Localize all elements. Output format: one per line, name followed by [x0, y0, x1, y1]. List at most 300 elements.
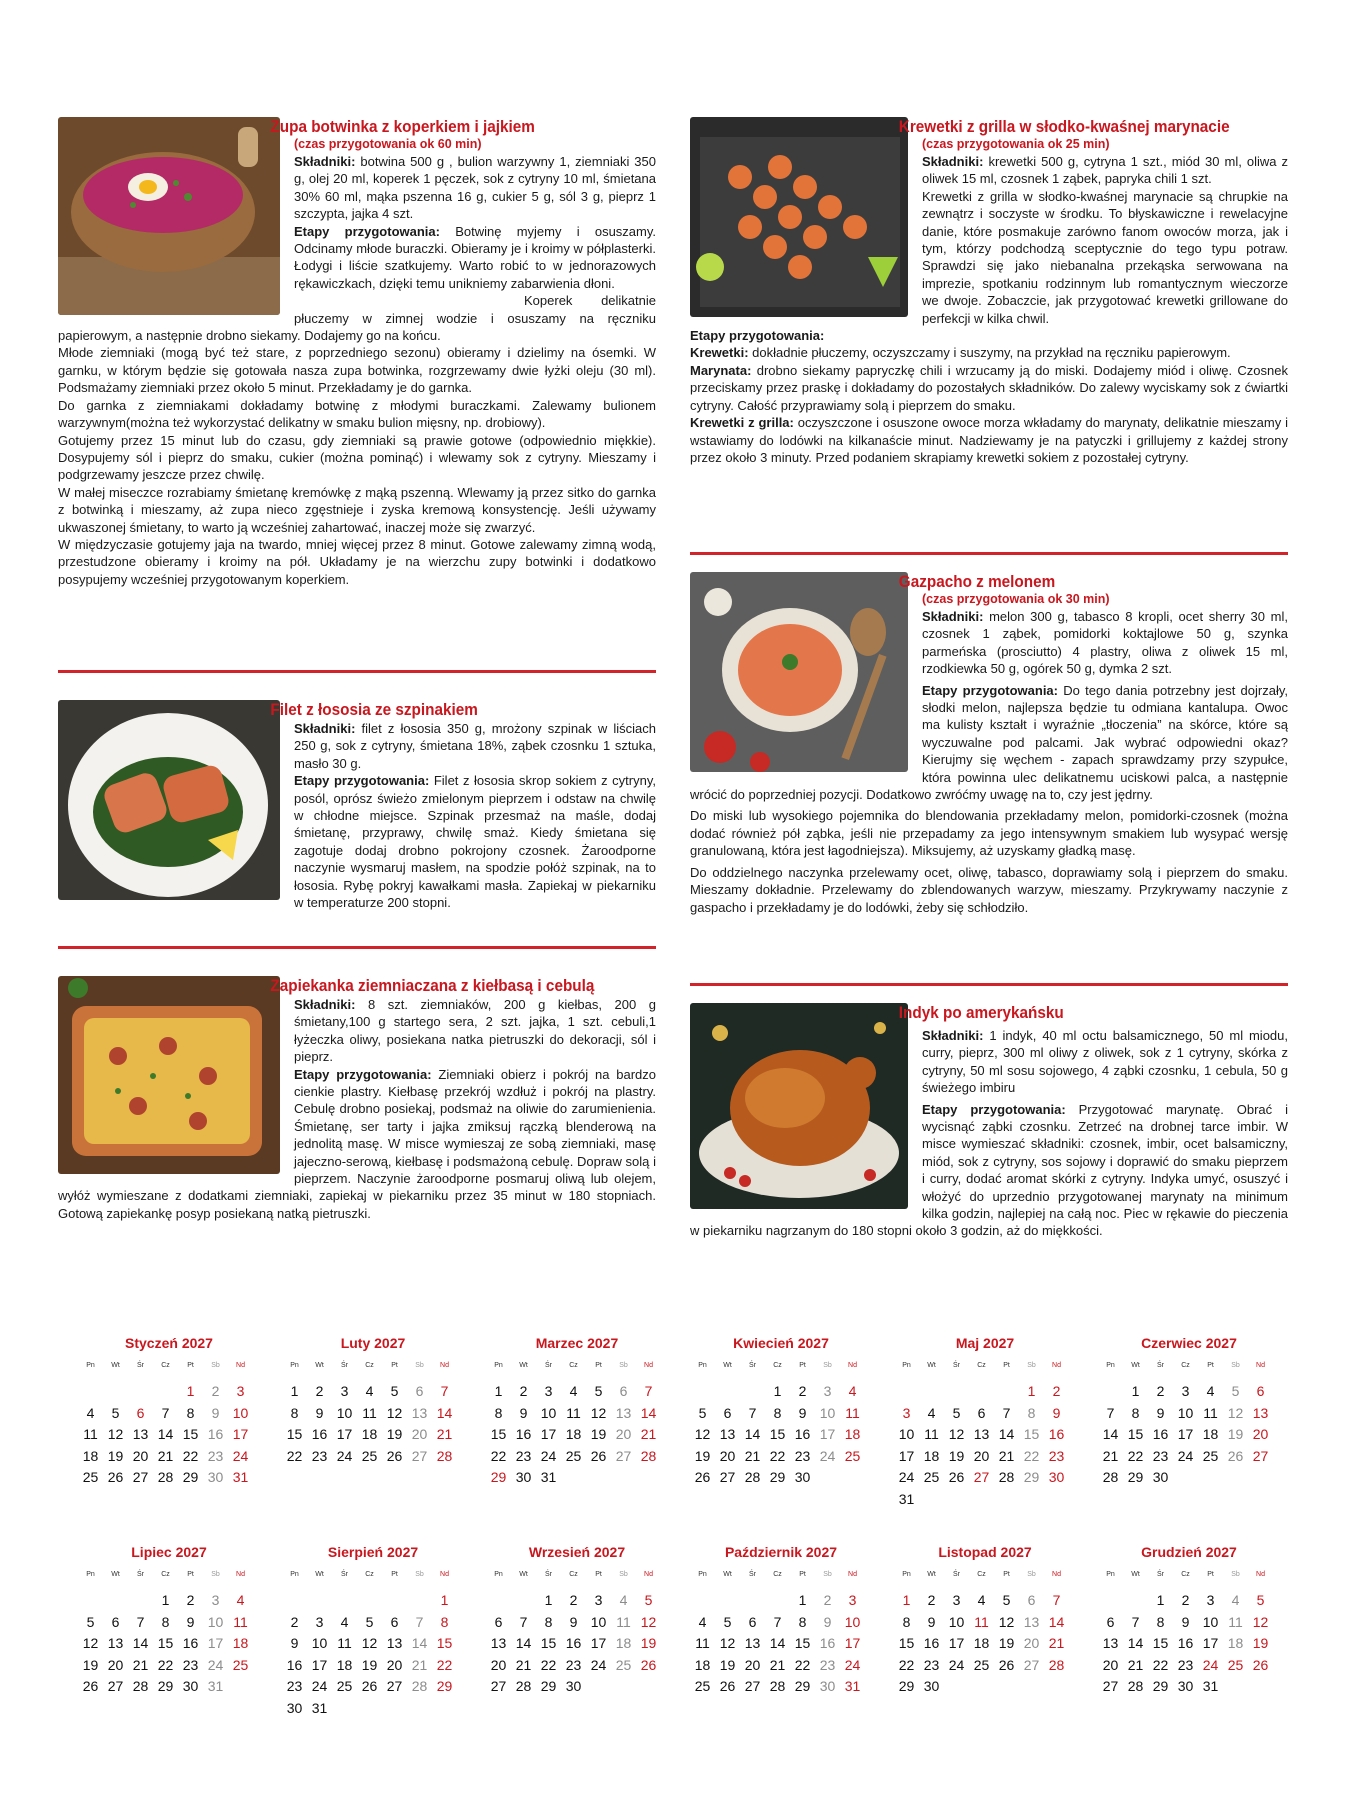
photo-botwinka	[58, 117, 280, 315]
day-cell: 23	[794, 1447, 811, 1464]
empty-cell	[78, 1381, 103, 1403]
empty-cell	[690, 1590, 715, 1612]
photo-losos	[58, 700, 280, 900]
month-calendar	[478, 1333, 676, 1489]
day-cell: 10	[540, 1404, 557, 1421]
weekday-header: Śr	[749, 1571, 756, 1578]
day-cell: 13	[615, 1404, 632, 1421]
day-cell: 16	[819, 1635, 836, 1651]
month-calendar	[478, 1542, 676, 1698]
day-cell: 8	[494, 1404, 503, 1421]
day-cell: 25	[361, 1447, 378, 1464]
day-cell: 4	[698, 1613, 707, 1630]
day-cell: 7	[773, 1613, 782, 1630]
day-cell: 20	[744, 1656, 761, 1673]
day-cell: 25	[336, 1678, 353, 1694]
steps-text: Botwinę myjemy i osuszamy. Odcinamy młode buraczki. Obieramy je i kroimy w półplasterki. Łodygi i liście szatkujemy. Warto robić to w jednorazowych rękawiczkach, dzięki temu unikniemy zabarwienia dłoni.	[294, 223, 656, 291]
weekday-header: Wt	[111, 1362, 120, 1369]
day-cell: 29	[182, 1469, 199, 1485]
day-cell: 19	[998, 1635, 1015, 1651]
day-grid	[690, 1359, 880, 1489]
day-cell: 17	[1202, 1635, 1219, 1651]
empty-cell	[153, 1381, 178, 1403]
day-cell: 10	[1202, 1613, 1219, 1630]
day-cell: 15	[436, 1635, 453, 1651]
day-cell: 27	[1252, 1447, 1269, 1464]
day-cell: 22	[182, 1447, 199, 1464]
day-cell: 1	[1027, 1383, 1036, 1399]
paragraph: Do garnka z ziemniakami dokładamy botwinę z młodymi buraczkami. Zalewamy bulionem warzywnym(można też wykorzystać delikatny w smaku bulion mięsny, np. drobiowy).	[58, 397, 656, 431]
steps-text: Do tego dania potrzebny jest dojrzały, słodki melon, najlepsza będzie tu odmiana kantalupa. Owoc ma kulisty kształt i wyraźnie „tłoczenia” na skórce, które są wyczuwalne pod palcami. Jak wybrać odpowiedni okaz? Kierujmy się węchem - zapach sprawdzamy przy szypułce, która powinna ulec delikatnemu uciskowi palca, a następnie wrócić do poprzedniej pozycji. Dodatkowo zwróćmy uwagę na to, czy jest jędrny.	[690, 682, 1288, 803]
weekday-header: Cz	[773, 1362, 782, 1369]
recipe-krewetki	[690, 117, 1288, 466]
day-cell: 1	[902, 1592, 911, 1608]
day-cell: 9	[519, 1404, 528, 1421]
day-cell: 30	[819, 1678, 836, 1694]
day-cell: 13	[719, 1426, 736, 1442]
empty-cell	[765, 1590, 790, 1612]
day-cell: 6	[390, 1613, 399, 1630]
paragraph: W międzyczasie gotujemy jaja na twardo, mniej więcej przez 8 minut. Gotowe zalewamy zimną wodą, przestudzone obieramy i kroimy na pół. Układamy je na wierzchu zupy botwinki i dodatkowo posypujemy wcześniej przygotowanym koperkiem.	[58, 536, 656, 587]
weekday-header: Pt	[1003, 1362, 1010, 1369]
ingredients-label: Składniki:	[922, 1028, 984, 1043]
recipe-title: Gazpacho z melonem	[898, 572, 1056, 591]
weekday-header: Cz	[365, 1571, 374, 1578]
month-name: Lipiec 2027	[131, 1544, 207, 1560]
day-cell: 3	[340, 1383, 349, 1399]
day-cell: 30	[1048, 1469, 1065, 1485]
day-cell: 3	[211, 1592, 220, 1608]
day-cell: 23	[515, 1447, 532, 1464]
day-cell: 16	[565, 1635, 582, 1651]
weekday-header: Wt	[1131, 1362, 1140, 1369]
day-cell: 1	[1156, 1592, 1165, 1608]
day-cell: 8	[1027, 1404, 1036, 1421]
day-cell: 13	[744, 1635, 761, 1651]
day-cell: 5	[952, 1404, 961, 1421]
day-cell: 1	[798, 1592, 807, 1608]
day-cell: 2	[519, 1383, 528, 1399]
day-cell: 10	[311, 1635, 328, 1651]
day-cell: 19	[1227, 1426, 1244, 1442]
day-cell: 1	[1131, 1383, 1140, 1399]
day-cell: 12	[1252, 1613, 1269, 1630]
day-cell: 31	[311, 1699, 328, 1716]
day-cell: 3	[315, 1613, 324, 1630]
day-cell: 8	[290, 1404, 299, 1421]
day-cell: 9	[927, 1613, 936, 1630]
empty-cell	[357, 1590, 382, 1612]
day-cell: 31	[898, 1490, 915, 1507]
month-calendar	[274, 1542, 472, 1719]
weekday-header: Śr	[545, 1362, 552, 1369]
weekday-header: Sb	[211, 1362, 220, 1369]
ingredients-label: Składniki:	[294, 997, 356, 1012]
empty-cell	[715, 1590, 740, 1612]
month-calendar	[70, 1542, 268, 1698]
day-cell: 1	[161, 1592, 170, 1608]
day-cell: 5	[1256, 1592, 1265, 1608]
day-cell: 2	[290, 1613, 299, 1630]
ingredients-text: botwina 500 g , bulion warzywny 1, ziemniaki 350 g, olej 20 ml, koperek 1 pęczek, sok z cytryny 10 ml, śmietana 30% 60 ml, mąka pszenna 16 g, cukier 5 g, sól 3 g, pieprz 1 szczypta, jajka 4 szt.	[294, 154, 656, 222]
recipe-zapiekanka	[58, 976, 656, 1222]
day-cell: 6	[415, 1383, 424, 1399]
day-cell: 13	[386, 1635, 403, 1651]
day-cell: 30	[923, 1678, 940, 1694]
empty-cell	[740, 1590, 765, 1612]
day-cell: 26	[694, 1469, 711, 1485]
weekday-header: Wt	[927, 1571, 936, 1578]
day-cell: 27	[1023, 1656, 1040, 1673]
day-cell: 14	[132, 1635, 149, 1651]
weekday-header: Śr	[1157, 1362, 1164, 1369]
month-name: Styczeń 2027	[125, 1335, 213, 1351]
day-cell: 28	[157, 1469, 174, 1485]
day-cell: 16	[515, 1426, 532, 1442]
day-cell: 8	[798, 1613, 807, 1630]
empty-cell	[307, 1590, 332, 1612]
day-cell: 9	[1156, 1404, 1165, 1421]
day-cell: 10	[590, 1613, 607, 1630]
weekday-header: Sb	[1231, 1362, 1240, 1369]
weekday-header: Nd	[848, 1571, 857, 1578]
day-cell: 24	[1177, 1447, 1194, 1464]
empty-cell	[894, 1381, 919, 1403]
day-cell: 13	[1102, 1635, 1119, 1651]
day-cell: 22	[286, 1447, 303, 1464]
step-label: Krewetki:	[690, 345, 749, 361]
day-grid	[486, 1568, 676, 1698]
prep-time: (czas przygotowania ok 60 min)	[294, 137, 482, 151]
day-cell: 21	[411, 1656, 428, 1673]
day-cell: 8	[186, 1404, 195, 1421]
steps-label: Etapy przygotowania:	[922, 682, 1058, 698]
month-name: Sierpień 2027	[327, 1544, 419, 1560]
day-cell: 24	[336, 1447, 353, 1464]
empty-cell	[715, 1381, 740, 1403]
day-cell: 23	[1177, 1656, 1194, 1673]
day-cell: 6	[723, 1404, 732, 1421]
empty-cell	[128, 1381, 153, 1403]
day-cell: 8	[902, 1613, 911, 1630]
day-cell: 27	[386, 1678, 403, 1694]
day-cell: 23	[1048, 1447, 1065, 1464]
day-cell: 2	[569, 1592, 578, 1608]
day-cell: 10	[207, 1613, 224, 1630]
weekday-header: Wt	[315, 1362, 324, 1369]
day-cell: 8	[544, 1613, 553, 1630]
day-cell: 15	[769, 1426, 786, 1442]
weekday-header: Pn	[1106, 1362, 1115, 1369]
day-cell: 13	[490, 1635, 507, 1651]
prep-time: (czas przygotowania ok 25 min)	[922, 137, 1110, 151]
weekday-header: Śr	[137, 1362, 144, 1369]
day-cell: 18	[1227, 1635, 1244, 1651]
day-cell: 28	[998, 1469, 1015, 1485]
day-cell: 25	[973, 1656, 990, 1673]
day-cell: 20	[411, 1426, 428, 1442]
weekday-header: Sb	[823, 1571, 832, 1578]
weekday-header: Pt	[799, 1571, 806, 1578]
day-cell: 29	[794, 1678, 811, 1694]
day-cell: 7	[1052, 1592, 1061, 1608]
weekday-header: Cz	[161, 1362, 170, 1369]
day-cell: 11	[337, 1635, 352, 1651]
day-cell: 17	[844, 1635, 861, 1651]
day-cell: 21	[132, 1656, 149, 1673]
day-cell: 10	[948, 1613, 965, 1630]
day-cell: 15	[182, 1426, 199, 1442]
photo-zapiekanka	[58, 976, 280, 1174]
day-cell: 21	[1127, 1656, 1144, 1673]
day-cell: 27	[1102, 1678, 1119, 1694]
day-cell: 26	[107, 1469, 124, 1485]
day-cell: 29	[436, 1678, 453, 1694]
steps-text: Ziemniaki obierz i pokrój na bardzo cienkie plastry. Kiełbasę przekrój wzdłuż i pokrój na plastry. Cebulę drobno posiekaj, podsmaż na oliwie do zarumienienia. Śmietanę, ser tarty i jajka zmiksuj rączką blenderową na jednolitą masę. W misce wymieszaj ze sobą ziemniaki, masę jajeczno-serową, kiełbasę i podsmażoną cebulę. Dopraw solą i pieprzem. Naczynie żaroodporne posmaruj oliwą lub olejem, wyłóż wymieszane z dodatkami ziemniaki, zapiekaj w piekarniku przez 35 minut w 180 stopniach. Gotową zapiekankę posyp posiekaną natką pietruszki.	[58, 1066, 656, 1221]
day-cell: 8	[440, 1613, 449, 1630]
day-cell: 28	[744, 1469, 761, 1485]
weekday-header: Pt	[391, 1362, 398, 1369]
weekday-header: Sb	[823, 1362, 832, 1369]
empty-cell	[994, 1381, 1019, 1403]
month-name: Czerwiec 2027	[1141, 1335, 1237, 1351]
day-cell: 25	[694, 1678, 711, 1694]
empty-cell	[919, 1381, 944, 1403]
day-cell: 3	[823, 1383, 832, 1399]
day-cell: 18	[565, 1426, 582, 1442]
day-cell: 20	[386, 1656, 403, 1673]
month-calendar	[274, 1333, 472, 1467]
month-name: Marzec 2027	[535, 1335, 619, 1351]
day-cell: 12	[386, 1404, 403, 1421]
day-cell: 28	[132, 1678, 149, 1694]
day-cell: 24	[1202, 1656, 1219, 1673]
day-cell: 30	[565, 1678, 582, 1694]
empty-cell	[282, 1590, 307, 1612]
day-cell: 28	[515, 1678, 532, 1694]
day-cell: 4	[340, 1613, 349, 1630]
weekday-header: Nd	[644, 1362, 653, 1369]
day-cell: 20	[490, 1656, 507, 1673]
recipe-title: Indyk po amerykańsku	[898, 1003, 1064, 1022]
weekday-header: Nd	[236, 1571, 245, 1578]
day-cell: 4	[848, 1383, 857, 1399]
day-cell: 17	[819, 1426, 836, 1442]
day-cell: 4	[977, 1592, 986, 1608]
weekday-header: Śr	[341, 1571, 348, 1578]
steps-text: Przygotować marynatę. Obrać i wycisnąć ząbki czosnku. Zetrzeć na drobnej tarce imbir. W misce wymieszać składniki: czosnek, imbir, ocet balsamiczny, miód, sok z cytryny, sos sojowy i doprawić do smaku pieprzem i curry, dodać aromat skórki z cytryny. Indyka umyć, osuszyć i włożyć do uprzednio przygotowanej marynaty na minimum kilka godzin, najlepiej na całą noc. Piec w rękawie do pieczenia w piekarniku nagrzanym do 180 stopni około 3 godzin, aż do miękkości.	[690, 1101, 1288, 1239]
day-cell: 30	[1152, 1469, 1169, 1485]
day-cell: 9	[823, 1613, 832, 1630]
day-grid	[78, 1568, 268, 1698]
day-cell: 20	[132, 1447, 149, 1464]
day-cell: 5	[698, 1404, 707, 1421]
day-cell: 18	[694, 1656, 711, 1673]
weekday-header: Nd	[1256, 1571, 1265, 1578]
day-cell: 20	[1252, 1426, 1269, 1442]
day-cell: 23	[819, 1656, 836, 1673]
day-cell: 3	[1181, 1383, 1190, 1399]
day-cell: 18	[232, 1635, 249, 1651]
day-cell: 11	[924, 1426, 939, 1442]
empty-cell	[407, 1590, 432, 1612]
step-text: drobno siekamy papryczkę chili i wrzucamy ją do miski. Dodajemy miód i oliwę. Czosnek przeciskamy przez praskę i dokładamy do pozostałych składników. Do zalewy wyciskamy sok z ćwiartki cytryny. Całość przyprawiamy solą i pieprzem do smaku.	[690, 362, 1288, 413]
weekday-header: Pn	[494, 1571, 503, 1578]
weekday-header: Pn	[902, 1362, 911, 1369]
day-cell: 13	[107, 1635, 124, 1651]
day-cell: 6	[494, 1613, 503, 1630]
weekday-header: Pt	[187, 1362, 194, 1369]
empty-cell	[690, 1381, 715, 1403]
day-cell: 20	[719, 1447, 736, 1464]
day-cell: 16	[1152, 1426, 1169, 1442]
day-cell: 2	[927, 1592, 936, 1608]
step-text: dokładnie płuczemy, oczyszczamy i suszymy, na przykład na ręczniku papierowym.	[748, 345, 1231, 361]
day-cell: 25	[232, 1656, 249, 1673]
month-name: Grudzień 2027	[1141, 1544, 1237, 1560]
day-cell: 16	[311, 1426, 328, 1442]
paragraph: Do oddzielnego naczynka przelewamy ocet, oliwę, tabasco, doprawiamy solą i pieprzem do smaku. Mieszamy dokładnie. Przelewamy do zblendowanych warzyw, mieszamy. Przykrywamy naczynie z gaspacho i przekładamy je do lodówki, żeby się schłodziło.	[690, 864, 1288, 915]
day-cell: 25	[615, 1656, 632, 1673]
day-cell: 24	[844, 1656, 861, 1673]
month-name: Luty 2027	[340, 1335, 406, 1351]
day-cell: 19	[719, 1656, 736, 1673]
day-cell: 24	[898, 1469, 915, 1485]
day-cell: 12	[694, 1426, 711, 1442]
day-cell: 17	[232, 1426, 249, 1442]
ingredients-text: krewetki 500 g, cytryna 1 szt., miód 30 ml, oliwa z oliwek 15 ml, czosnek 1 ząbek, papryka chili 1 szt.	[922, 154, 1288, 187]
day-cell: 23	[182, 1656, 199, 1673]
day-cell: 11	[362, 1404, 377, 1421]
day-cell: 8	[1131, 1404, 1140, 1421]
day-cell: 25	[565, 1447, 582, 1464]
day-cell: 15	[286, 1426, 303, 1442]
day-cell: 4	[569, 1383, 578, 1399]
step-label: Marynata:	[690, 362, 752, 378]
day-cell: 3	[544, 1383, 553, 1399]
recipe-title: Filet z łososia ze szpinakiem	[270, 700, 478, 719]
weekday-header: Pn	[494, 1362, 503, 1369]
recipe-indyk	[690, 1003, 1288, 1240]
empty-cell	[944, 1381, 969, 1403]
day-cell: 18	[82, 1447, 99, 1464]
day-cell: 28	[436, 1447, 453, 1464]
day-cell: 22	[1152, 1656, 1169, 1673]
photo-krewetki	[690, 117, 908, 317]
weekday-header: Wt	[315, 1571, 324, 1578]
day-cell: 5	[365, 1613, 374, 1630]
day-cell: 18	[973, 1635, 990, 1651]
day-cell: 11	[566, 1404, 581, 1421]
day-cell: 5	[86, 1613, 95, 1630]
day-cell: 18	[923, 1447, 940, 1464]
day-cell: 5	[594, 1383, 603, 1399]
day-cell: 24	[819, 1447, 836, 1464]
day-cell: 7	[1106, 1404, 1115, 1421]
day-cell: 8	[773, 1404, 782, 1421]
day-cell: 19	[590, 1426, 607, 1442]
day-cell: 6	[619, 1383, 628, 1399]
day-cell: 26	[948, 1469, 965, 1485]
steps-label: Etapy przygotowania:	[294, 1066, 432, 1082]
paragraph: Krewetki z grilla w słodko-kwaśnej marynacie są chrupkie na zewnątrz i soczyste w środku. To błyskawiczne i rewelacyjne danie, które posmakuje zarówno fanom owoców morza, jak i tym, którzy podchodzą sceptycznie do tego typu potraw. Sprawdzi się jako niebanalna przekąska serwowana na imprezie, spotkaniu rodzinnym lub romantycznym wieczorze we dwoje. Zobaczcie, jak przygotować krewetki grillowane do perfekcji w kilka chwil.	[922, 188, 1288, 326]
day-cell: 3	[1206, 1592, 1215, 1608]
day-cell: 8	[161, 1613, 170, 1630]
day-grid	[1098, 1359, 1288, 1489]
day-cell: 30	[286, 1699, 303, 1716]
day-cell: 31	[207, 1678, 224, 1694]
day-cell: 17	[948, 1635, 965, 1651]
day-cell: 10	[844, 1613, 861, 1630]
recipe-losos	[58, 700, 656, 911]
month-name: Maj 2027	[955, 1335, 1015, 1351]
day-cell: 28	[1102, 1469, 1119, 1485]
day-cell: 23	[207, 1447, 224, 1464]
photo-indyk	[690, 1003, 908, 1209]
weekday-header: Śr	[1157, 1571, 1164, 1578]
day-cell: 26	[590, 1447, 607, 1464]
month-calendar	[682, 1333, 880, 1489]
weekday-header: Cz	[569, 1362, 578, 1369]
day-cell: 16	[794, 1426, 811, 1442]
weekday-header: Śr	[953, 1362, 960, 1369]
day-cell: 15	[1023, 1426, 1040, 1442]
day-cell: 21	[769, 1656, 786, 1673]
day-cell: 3	[902, 1404, 911, 1421]
day-cell: 27	[490, 1678, 507, 1694]
day-cell: 30	[207, 1469, 224, 1485]
day-cell: 1	[290, 1383, 299, 1399]
weekday-header: Cz	[569, 1571, 578, 1578]
month-calendar	[886, 1333, 1084, 1510]
day-cell: 22	[1023, 1447, 1040, 1464]
day-cell: 21	[1048, 1635, 1065, 1651]
day-cell: 4	[236, 1592, 245, 1608]
empty-cell	[486, 1590, 511, 1612]
ingredients-label: Składniki:	[922, 609, 984, 624]
day-cell: 14	[1127, 1635, 1144, 1651]
ingredients-label: Składniki:	[294, 154, 356, 169]
weekday-header: Wt	[519, 1571, 528, 1578]
day-cell: 30	[515, 1469, 532, 1485]
day-cell: 3	[236, 1383, 245, 1399]
weekday-header: Sb	[415, 1362, 424, 1369]
day-cell: 5	[390, 1383, 399, 1399]
day-cell: 23	[923, 1656, 940, 1673]
day-cell: 10	[898, 1426, 915, 1442]
day-cell: 30	[794, 1469, 811, 1485]
empty-cell	[1098, 1381, 1123, 1403]
day-cell: 13	[1252, 1404, 1269, 1421]
day-cell: 5	[644, 1592, 653, 1608]
day-cell: 29	[540, 1678, 557, 1694]
day-cell: 29	[1023, 1469, 1040, 1485]
day-cell: 12	[361, 1635, 378, 1651]
weekday-header: Śr	[545, 1571, 552, 1578]
day-cell: 26	[386, 1447, 403, 1464]
section-divider	[690, 552, 1288, 555]
day-cell: 23	[565, 1656, 582, 1673]
weekday-header: Pn	[902, 1571, 911, 1578]
day-cell: 27	[107, 1678, 124, 1694]
day-cell: 7	[161, 1404, 170, 1421]
weekday-header: Nd	[848, 1362, 857, 1369]
day-cell: 26	[719, 1678, 736, 1694]
day-cell: 21	[744, 1447, 761, 1464]
empty-cell	[740, 1381, 765, 1403]
weekday-header: Śr	[953, 1571, 960, 1578]
weekday-header: Sb	[1027, 1362, 1036, 1369]
